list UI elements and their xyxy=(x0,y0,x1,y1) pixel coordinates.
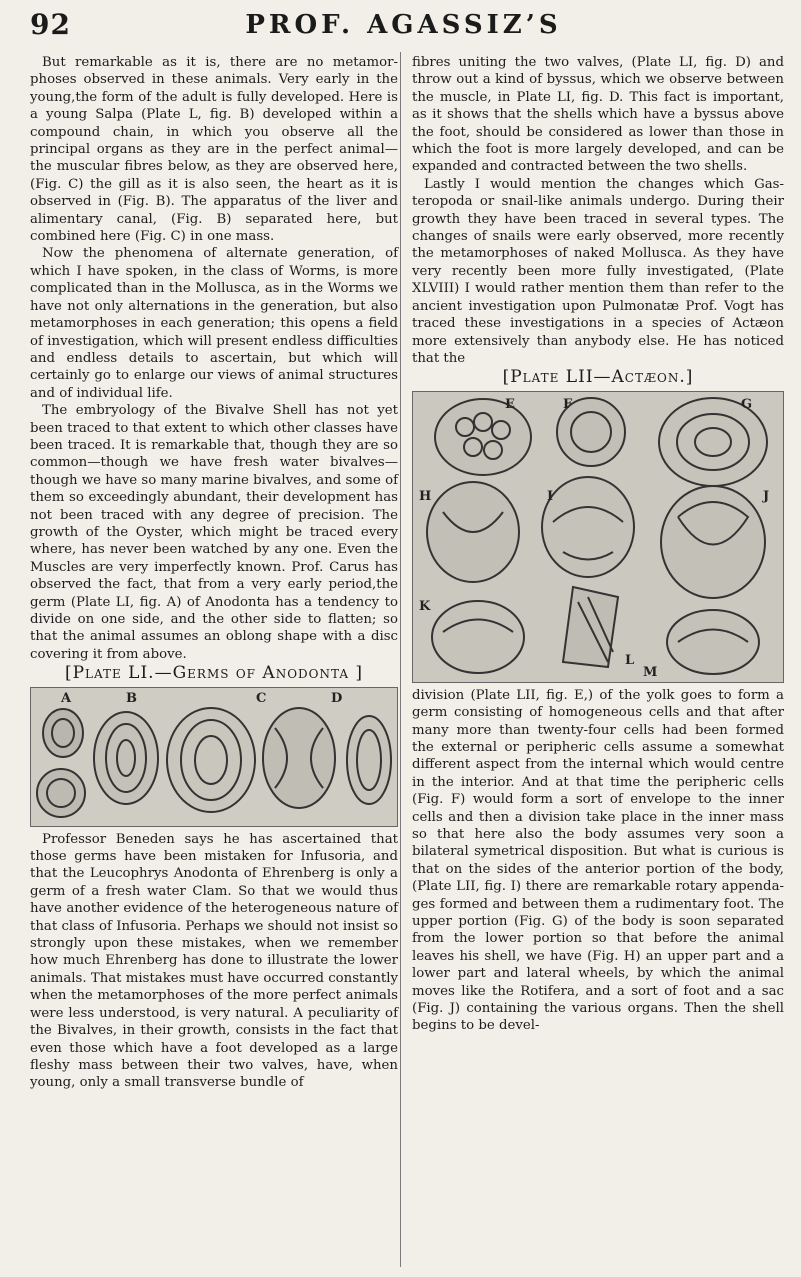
plate-label: M xyxy=(643,664,658,680)
plate-lii-figure xyxy=(412,391,784,683)
plate-label: E xyxy=(505,396,515,412)
paragraph: The embryology of the Bivalve Shell has not yet been traced to that extent to which other classes have been traced. It is remarkable that, though they are so common—though we have fresh water bivalves—though we have so many marine bivalves, and some of them so exceedingly abundant, their development has not been traced with any degree of precision. The growth of the Oyster, which might be traced every where, has never been watched by any one. Even the Muscles are very imperfectly known. Prof. Carus has observed the fact, that from a very early period,the germ (Plate LI, fig. A) of Anodonta has a tendency to divide on one side, and the other side to flatten; so that the animal assumes an oblong shape with a disc covering it from above. xyxy=(30,403,398,662)
running-head: PROF. AGASSIZ’S xyxy=(245,10,562,40)
plate-li-illustration xyxy=(31,688,397,826)
plate-li-caption: [Plate LI.—Germs of Anodonta ] xyxy=(64,663,364,684)
plate-lii-illustration xyxy=(413,392,783,682)
plate-label: L xyxy=(625,652,635,668)
paragraph: Now the phenomena of alternate generation, of which I have spoken, in the class of Worms, is more complicated than in the Mollusca, as in the Worms we have not only alternations in the generation, but also metamorphoses in each generation; this opens a field of investigation, which will present endless difficulties and endless details to ascertain, but which will certainly go to enlarge our views of animal structures and of individual life. xyxy=(30,246,398,401)
page-header xyxy=(30,8,777,42)
plate-label: C xyxy=(256,690,267,706)
paragraph: fibres uniting the two valves, (Plate LI, fig. D) and throw out a kind of byssus, which we observe between the muscle, in Plate LI, fig. D. This fact is important, as it shows that the shells which have a byssus above the foot, should be considered as lower than those in which the foot is more largely developed, and can be expanded and contracted between the two shells. xyxy=(412,55,784,175)
paragraph: But remarkable as it is, there are no metamorphoses observed in these animals. Very early in the young,the form of the adult is fully developed. Here is a young Salpa (Plate L, fig. B) developed within a compound chain, in which you observe all the principal organs as they are in the perfect animal—the muscular fibres below, as they are observed here, (Fig. C) the gill as it is also seen, the heart as it is observed in (Fig. B). The apparatus of the liver and alimentary canal, (Fig. B) separated here, but combined here (Fig. C) in one mass. xyxy=(30,55,398,245)
paragraph: Professor Beneden says he has ascertained that those germs have been mistaken for Infusoria, and that the Leucophrys Anodonta of Ehrenberg is only a germ of a fresh water Clam. So that we would thus have another evidence of the heterogeneous nature of that class of Infusoria. Perhaps we should not insist so strongly upon these mistakes, when we remember how much Ehrenberg has done to illustrate the lower animals. That mistakes must have occurred constantly when the metamorphoses of the more perfect animals were less understood, is very natural. A peculiarity of the Bivalves, in their growth, consists in the fact that even those which have a foot developed as a large fleshy mass between their two valves, have, when young, only a small transverse bundle of xyxy=(30,831,398,1091)
plate-label: K xyxy=(419,598,431,614)
column-divider xyxy=(400,52,401,1267)
plate-lii-caption: [Plate LII—Actæon.] xyxy=(502,367,694,388)
plate-label: I xyxy=(547,488,554,504)
page-number: 92 xyxy=(30,8,71,41)
paragraph: Lastly I would mention the changes which Gasteropoda or snail-like animals undergo. During their growth they have been traced in several types. The changes of snails were early observed, more recently the metamorphoses of naked Mollusca. As they have very recently been more fully investigated, (Plate XLVIII) I would rather mention them than refer to the ancient investigation upon Pulmonatæ Prof. Vogt has traced these investigations in a species of Actæon more extensively than anybody else. He has noticed that the xyxy=(412,176,784,366)
plate-label: G xyxy=(741,396,753,412)
plate-label: A xyxy=(61,690,72,706)
plate-label: J xyxy=(763,488,770,504)
plate-label: H xyxy=(419,488,432,504)
left-column xyxy=(30,54,398,1092)
right-column xyxy=(412,54,784,1035)
plate-label: B xyxy=(126,690,137,706)
paragraph: division (Plate LII, fig. E,) of the yolk goes to form a germ consisting of homogeneous cells and that after many more than twenty-four cells had been formed the external or peripheric cells assume a somewhat different aspect from the internal which would centre in the interior. And at that time the peripheric cells (Fig. F) would form a sort of envelope to the inner cells and then a division take place in the inner mass so that here also the body assumes very soon a bilateral symetrical disposition. But what is curious is that on the sides of the anterior portion of the body, (Plate LII, fig. I) there are remarkable rotary appendages formed and between them a rudimentary foot. The upper portion (Fig. G) of the body is soon separated from the lower portion so that before the animal leaves his shell, we have (Fig. H) an upper part and a lower part and lateral wheels, by which the animal moves like the Rotifera, and a sort of foot and a sac (Fig. J) containing the various organs. Then the shell begins to be devel- xyxy=(412,687,784,1034)
plate-label: D xyxy=(331,690,343,706)
plate-li-figure xyxy=(30,687,398,827)
plate-label: F xyxy=(563,396,573,412)
